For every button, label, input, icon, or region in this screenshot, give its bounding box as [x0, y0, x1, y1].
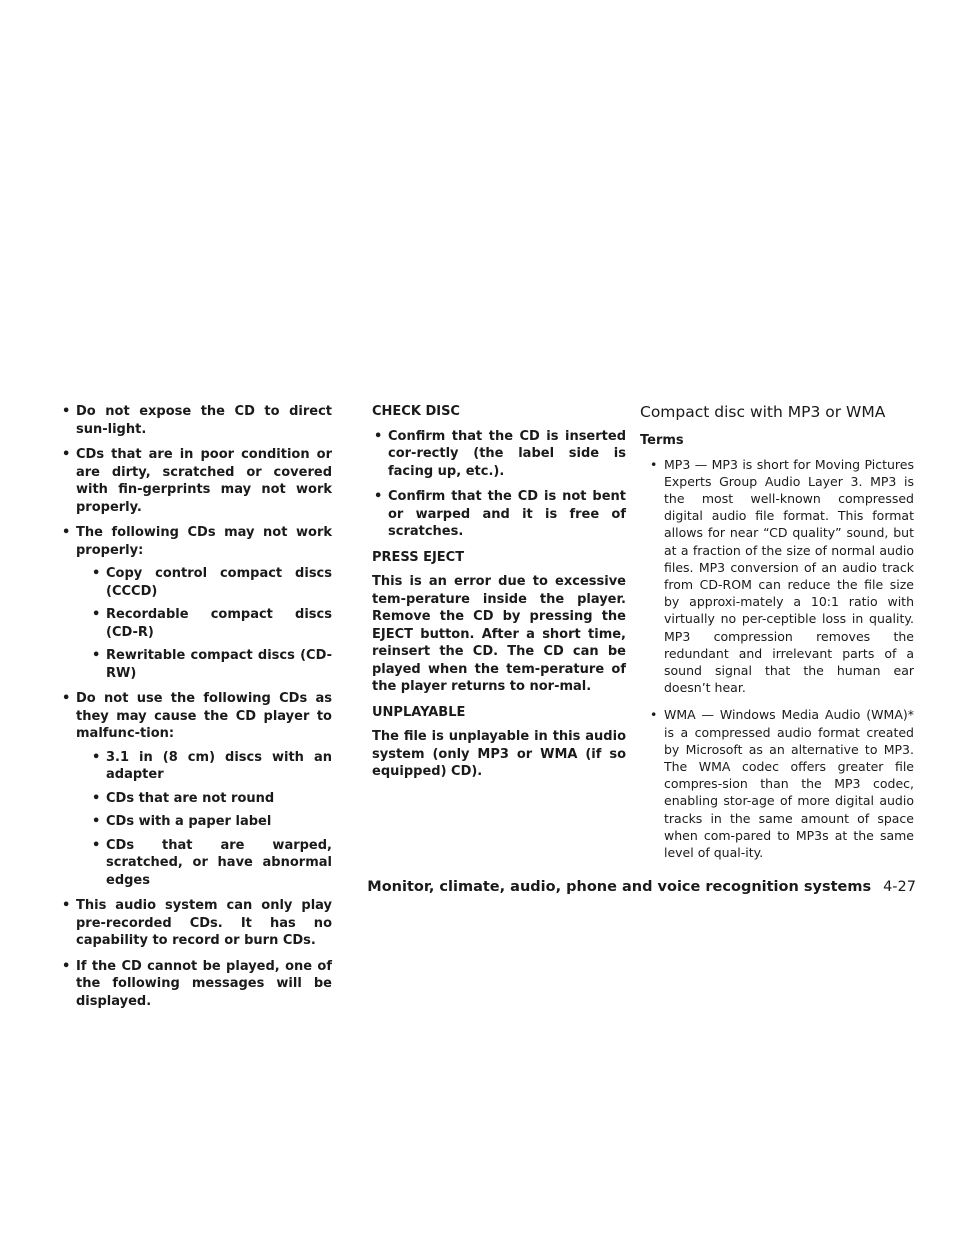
message-heading-press-eject: PRESS EJECT [372, 549, 465, 565]
sub-list-item: • CDs that are warped, scratched, or have abnormal edges [92, 837, 332, 888]
bullet-icon: • [374, 428, 383, 444]
column-middle [372, 403, 626, 789]
bullet-icon: • [92, 790, 101, 806]
list-item: • The following CDs may not work properly: • Copy control compact discs (CCCD) • Recordable compact discs (CD-R) • Rewritable compact discs (CD-RW) [62, 525, 332, 681]
page-footer [367, 878, 916, 896]
bullet-icon: • [92, 749, 101, 765]
bullet-icon: • [92, 607, 101, 622]
list-item: • This audio system can only play pre-recorded CDs. It has no capability to record or burn CDs. [62, 898, 332, 948]
bullet-icon: • [62, 898, 71, 913]
message-heading-unplayable: UNPLAYABLE [372, 704, 466, 720]
sub-list-item: • CDs that are not round [92, 790, 275, 806]
list-item: • Do not expose the CD to direct sun-light. [62, 404, 332, 437]
unplayable-description: The file is unplayable in this audio system (only MP3 or WMA (if so equipped) CD). [372, 729, 626, 779]
chapter-title: Monitor, climate, audio, phone and voice recognition systems [367, 879, 872, 895]
list-item: • Confirm that the CD is not bent or warped and it is free of scratches. [374, 489, 626, 539]
page-number: 4-27 [883, 879, 916, 895]
sub-list-item: • CDs with a paper label [92, 814, 272, 829]
column-right [640, 403, 914, 871]
bullet-icon: • [62, 958, 71, 974]
sub-list [76, 749, 332, 890]
press-eject-description: This is an error due to excessive tem-perature inside the player. Remove the CD by pressing the EJECT button. After a short time, reinsert the CD. The CD can be played when the tem-perature of the player returns to nor-mal. [372, 574, 626, 694]
sub-list-item: • Copy control compact discs (CCCD) [92, 566, 332, 599]
terms-list [640, 456, 914, 862]
bullet-icon: • [92, 837, 101, 853]
list-item: • If the CD cannot be played, one of the following messages will be displayed. [62, 958, 332, 1009]
sub-list-item: • Recordable compact discs (CD-R) [92, 607, 332, 640]
message-heading-check-disc: CHECK DISC [372, 404, 460, 419]
bullet-icon: • [62, 525, 71, 540]
bullet-icon: • [62, 691, 71, 706]
list-item-wma: • WMA — Windows Media Audio (WMA)* is a compressed audio format created by Microsoft as an alternative to MP3. The WMA codec offers greater file compres-sion than the MP3 codec, enabling stor-age of more digital audio tracks in the same amount of space when com-pared to MP3s at the same level of qual-ity. [650, 707, 914, 860]
list-item: • Do not use the following CDs as they may cause the CD player to malfunc-tion: • 3.1 in (8 cm) discs with an adapter • CDs that are not round • CDs with a paper label • CDs that are warped, scratched, or have abnormal edges [62, 691, 332, 888]
sub-list-item: • Rewritable compact discs (CD-RW) [92, 648, 332, 681]
sub-list [76, 565, 332, 682]
bullet-icon: • [92, 566, 101, 581]
list-item-mp3: • MP3 — MP3 is short for Moving Pictures Experts Group Audio Layer 3. MP3 is the most well-known compressed digital audio file format. This format allows for near “CD quality” sound, but at a fraction of the size of normal audio files. MP3 conversion of an audio track from CD-ROM can reduce the file size by approxi-mately a 10:1 ratio with virtually no per-ceptible loss in quality. MP3 compression removes the redundant and irrelevant parts of a sound signal that the human ear doesn’t hear. [650, 456, 914, 696]
column-left [60, 403, 332, 1018]
bullet-icon: • [92, 814, 101, 829]
bullet-icon: • [62, 447, 71, 462]
list-item: • CDs that are in poor condition or are dirty, scratched or covered with fin-gerprints may not work properly. [62, 447, 332, 515]
sub-list-item: • 3.1 in (8 cm) discs with an adapter [92, 749, 332, 782]
bullet-icon: • [374, 489, 383, 504]
bullet-icon: • [650, 456, 658, 472]
section-title: Compact disc with MP3 or WMA [640, 403, 886, 421]
list-item: • Confirm that the CD is inserted cor-rectly (the label side is facing up, etc.). [374, 428, 626, 479]
bullet-icon: • [92, 648, 101, 663]
bullet-icon: • [62, 404, 71, 419]
terms-heading: Terms [640, 433, 684, 448]
bullet-icon: • [650, 707, 658, 723]
